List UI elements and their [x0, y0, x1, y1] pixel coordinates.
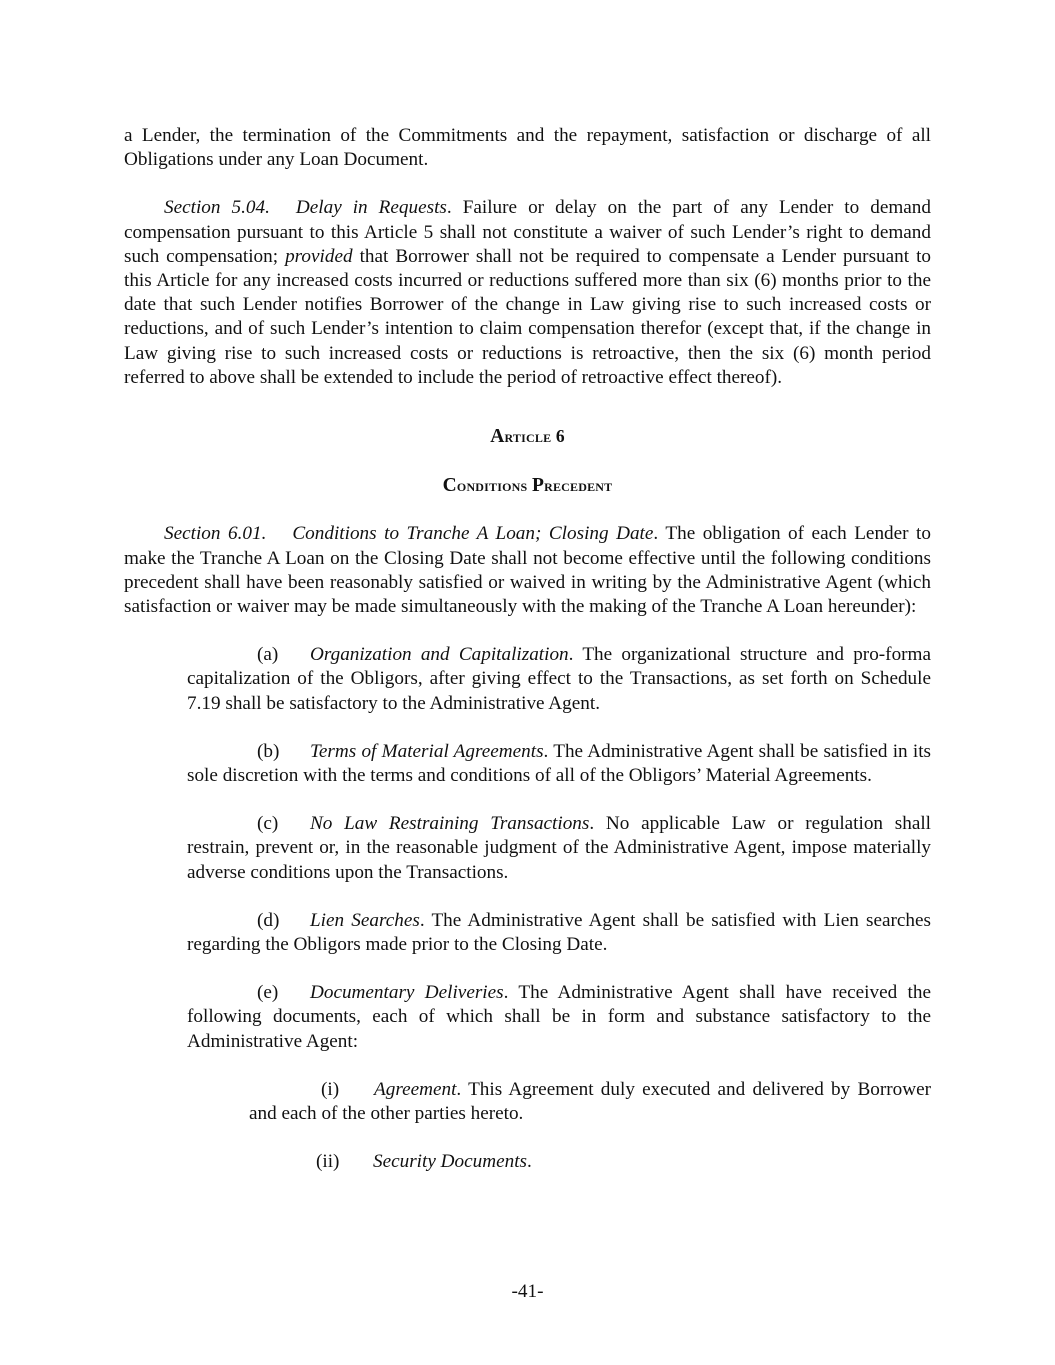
sub-list-item-marker: (ii)	[316, 1151, 340, 1173]
list-item-marker: (e)	[257, 982, 279, 1004]
section-6-01-label: Section 6.01.	[164, 523, 267, 545]
list-item-title: No Law Restraining Transactions	[310, 813, 590, 835]
list-item-text: The Administrative Agent shall be satisfied in its sole discretion with the terms and conditions of all of the Obligors’ Material Agreements.	[187, 740, 931, 787]
article-heading: Article 6	[490, 426, 565, 448]
section-6-01-paragraph: Section 6.01. Conditions to Tranche A Loan; Closing Date. The obligation of each Lender to make the Tranche A Loan on the Closing Date shall not become effective until the following conditions precedent shall have been reasonably satisfied or waived in writing by the Administrative Agent (which satisfaction or waiver may be made simultaneously with the making of the Tranche A Loan hereunder):	[124, 523, 931, 618]
list-item: (a) Organization and Capitalization. The organizational structure and pro-forma capitalization of the Obligors, after giving effect to the Transactions, as set forth on Schedule 7.19 shall be satisfactory to the Administrative Agent.	[187, 644, 931, 714]
sub-list-item-text: This Agreement duly executed and delivered by Borrower and each of the other parties hereto.	[249, 1078, 931, 1125]
section-5-04-text-2: that Borrower shall not be required to compensate a Lender pursuant to this Article for any increased costs incurred or reductions suffered more than six (6) months prior to the date that such Lender notifies Borrower of the change in Law giving rise to such increased costs or reductions, and of such Lender’s intention to claim compensation therefor (except that, if the change in Law giving rise to such increased costs or reductions is retroactive, then the six (6) month period referred to above shall be extended to include the period of retroactive effect thereof).	[124, 245, 931, 388]
sub-list-item-title: Security Documents	[373, 1151, 527, 1173]
list-item-text: The Administrative Agent shall have received the following documents, each of which shall be in form and substance satisfactory to the Administrative Agent:	[187, 982, 931, 1052]
list-item: (b) Terms of Material Agreements. The Administrative Agent shall be satisfied in its sole discretion with the terms and conditions of all of the Obligors’ Material Agreements.	[187, 740, 931, 787]
document-page	[124, 124, 931, 1175]
sub-list-item-marker: (i)	[321, 1078, 340, 1100]
list-item: (e) Documentary Deliveries. The Administrative Agent shall have received the following documents, each of which shall be in form and substance satisfactory to the Administrative Agent:	[187, 982, 931, 1052]
continuation-paragraph: a Lender, the termination of the Commitments and the repayment, satisfaction or discharge of all Obligations under any Loan Document.	[124, 125, 931, 171]
list-item-title: Terms of Material Agreements	[310, 740, 544, 762]
article-subheading: Conditions Precedent	[442, 475, 613, 497]
sub-list-item: (ii) Security Documents.	[316, 1150, 931, 1174]
page-number: -41-	[511, 1281, 544, 1302]
provided-term: provided	[285, 245, 353, 267]
section-5-04-title: Delay in Requests	[295, 197, 447, 219]
list-item-marker: (d)	[257, 909, 280, 931]
list-item-marker: (c)	[257, 813, 279, 835]
section-5-04-paragraph: Section 5.04. Delay in Requests. Failure or delay on the part of any Lender to demand compensation pursuant to this Article 5 shall not constitute a waiver of such Lender’s right to demand such compensation; provided that Borrower shall not be required to compensate a Lender pursuant to this Article for any increased costs incurred or reductions suffered more than six (6) months prior to the date that such Lender notifies Borrower of the change in Law giving rise to such increased costs or reductions, and of such Lender’s intention to claim compensation therefor (except that, if the change in Law giving rise to such increased costs or reductions is retroactive, then the six (6) month period referred to above shall be extended to include the period of retroactive effect thereof).	[124, 197, 931, 388]
list-item-title: Documentary Deliveries	[310, 982, 504, 1004]
section-6-01-text: The obligation of each Lender to make the Tranche A Loan on the Closing Date shall not become effective until the following conditions precedent shall have been reasonably satisfied or waived in writing by the Administrative Agent (which satisfaction or waiver may be made simultaneously with the making of the Tranche A Loan hereunder):	[124, 523, 931, 618]
list-item-title: Organization and Capitalization	[310, 644, 569, 666]
list-item-text: The organizational structure and pro-forma capitalization of the Obligors, after giving effect to the Transactions, as set forth on Schedule 7.19 shall be satisfactory to the Administrative Agent.	[187, 644, 931, 714]
list-item-marker: (b)	[257, 740, 280, 762]
list-item-text: No applicable Law or regulation shall restrain, prevent or, in the reasonable judgment of the Administrative Agent, impose materially adverse conditions upon the Transactions.	[187, 813, 931, 883]
list-item-title: Lien Searches	[310, 909, 420, 931]
section-6-01-title: Conditions to Tranche A Loan; Closing Date	[292, 523, 654, 545]
sub-list-item-title: Agreement	[374, 1078, 457, 1100]
section-5-04-label: Section 5.04.	[164, 197, 270, 219]
list-item: (d) Lien Searches. The Administrative Agent shall be satisfied with Lien searches regarding the Obligors made prior to the Closing Date.	[187, 909, 931, 956]
list-item-text: The Administrative Agent shall be satisfied with Lien searches regarding the Obligors made prior to the Closing Date.	[187, 909, 931, 956]
section-5-04-text-1: Failure or delay on the part of any Lender to demand compensation pursuant to this Article 5 shall not constitute a waiver of such Lender’s right to demand such compensation;	[124, 197, 931, 267]
list-item: (c) No Law Restraining Transactions. No applicable Law or regulation shall restrain, prevent or, in the reasonable judgment of the Administrative Agent, impose materially adverse conditions upon the Transactions.	[187, 813, 931, 883]
list-item-marker: (a)	[257, 644, 279, 666]
sub-list-item: (i) Agreement. This Agreement duly executed and delivered by Borrower and each of the other parties hereto.	[249, 1078, 931, 1125]
